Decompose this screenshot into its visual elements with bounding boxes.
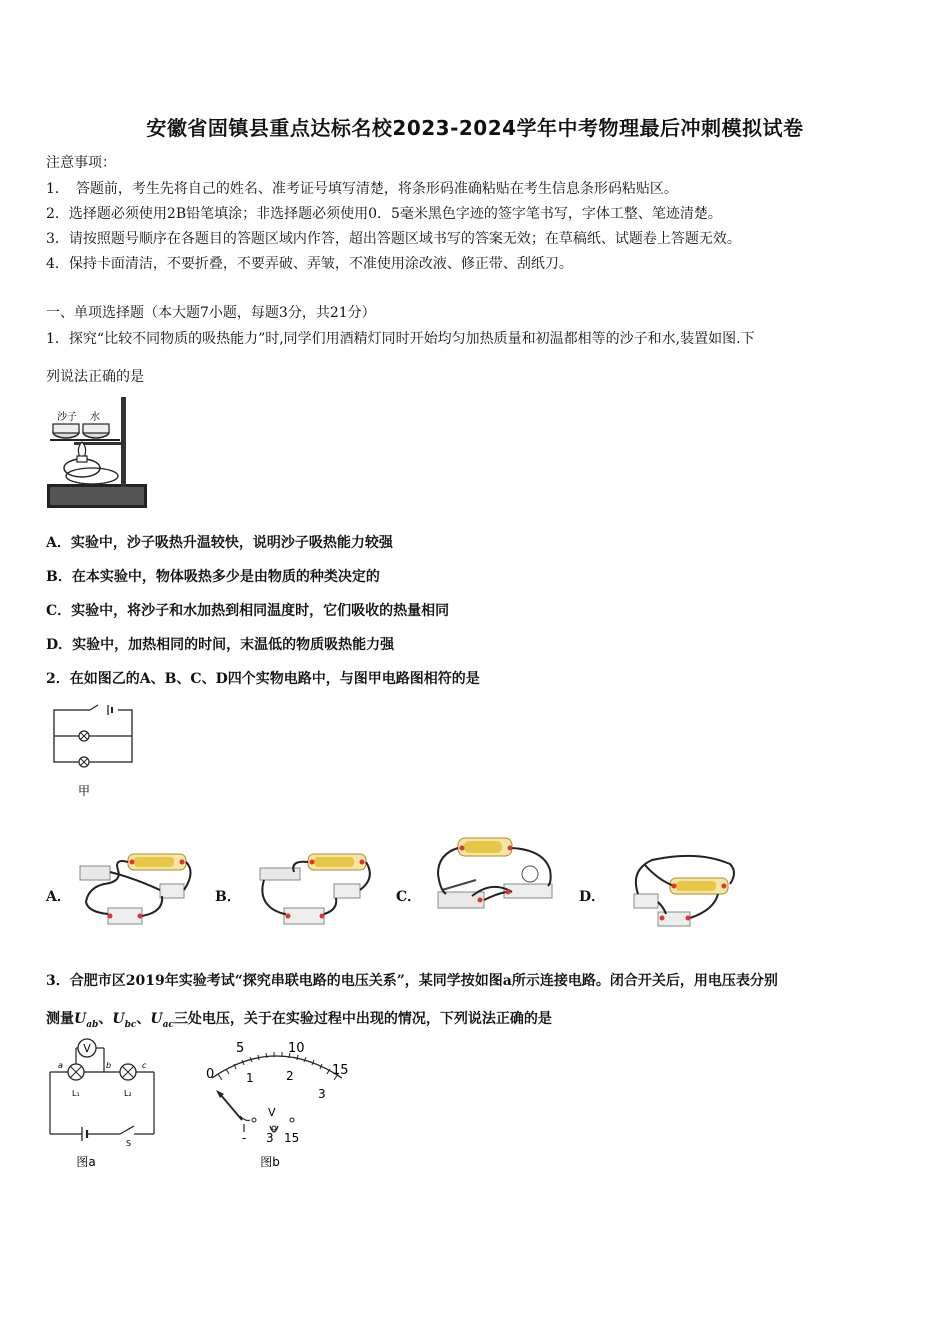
voltmeter-label: V [83,1042,91,1055]
question-2-stem: 2．在如图乙的A、B、C、D四个实物电路中，与图甲电路图相符的是 [46,671,480,687]
q1-option-a[interactable]: A．实验中，沙子吸热升温较快，说明沙子吸热能力较强 [46,535,393,551]
q1-option-b[interactable]: B．在本实验中，物体吸热多少是由物质的种类决定的 [46,569,380,585]
point-b-label: b [106,1061,112,1070]
section-heading: 一、单项选择题（本大题7小题，每题3分，共21分） [46,305,376,321]
heating-apparatus-figure [44,392,150,516]
circuit-figure-a [44,1036,184,1172]
notice-heading: 注意事项： [46,155,116,171]
point-c-label: c [142,1061,147,1070]
page-title: 安徽省固镇县重点达标名校2023-2024学年中考物理最后冲刺模拟试卷 [146,116,804,140]
scale-lower-1: 1 [246,1071,254,1085]
question-3-stem: 3．合肥市区2019年实验考试“探究串联电路的电压关系”，某同学按如图a所示连接电路。闭合开关后，用电压表分别 [46,973,778,989]
lamp-l1-label: L₁ [72,1089,80,1098]
fig-b-caption: 图b [260,1155,280,1169]
circuit-photo-d [618,850,742,930]
circuit-photo-b [254,850,378,930]
question-1-stem-cont: 列说法正确的是 [46,369,144,385]
q2-choice-b[interactable]: B． [215,889,241,905]
circuit-diagram-jia [50,702,138,802]
terminal-3: 3 [266,1131,274,1145]
scale-lower-3: 3 [318,1087,326,1101]
notice-item: 4．保持卡面清洁，不要折叠，不要弄破、弄皱，不准使用涂改液、修正带、刮纸刀。 [46,256,573,272]
notice-item: 2．选择题必须使用2B铅笔填涂；非选择题必须使用0．5毫米黑色字迹的签字笔书写，字体工整、笔迹清楚。 [46,206,722,222]
q2-choice-a[interactable]: A． [46,889,71,905]
terminal-neg: - [242,1131,247,1145]
scale-upper-15: 15 [332,1063,349,1078]
notice-item: 1． 答题前，考生先将自己的姓名、准考证号填写清楚，将条形码准确粘贴在考生信息条形码粘贴区。 [46,181,678,197]
fig-a-caption: 图a [76,1155,96,1169]
circuit-photo-c [432,834,560,918]
dial-unit-label: V [268,1106,276,1119]
q2-choice-c[interactable]: C． [396,889,422,905]
scale-upper-10: 10 [288,1041,305,1056]
sand-label: 沙子 [57,412,77,423]
q1-option-c[interactable]: C．实验中，将沙子和水加热到相同温度时，它们吸收的热量相同 [46,603,450,619]
point-a-label: a [58,1061,63,1070]
voltmeter-dial-figure [196,1036,356,1172]
notice-item: 3．请按照题号顺序在各题目的答题区域内作答，超出答题区域书写的答案无效；在草稿纸、试题卷上答题无效。 [46,231,741,247]
switch-label: S [126,1139,132,1148]
terminal-15: 15 [284,1131,300,1145]
water-label: 水 [90,412,100,423]
question-3-stem-cont: 测量$U_{ab}$、$U_{bc}$、$U_{ac}$三处电压，关于在实验过程中出现的情况，下列说法正确的是 [46,1011,552,1030]
circuit-photo-a [74,850,198,930]
scale-upper-5: 5 [236,1041,245,1056]
question-1-stem: 1．探究“比较不同物质的吸热能力”时,同学们用酒精灯同时开始均匀加热质量和初温都相等的沙子和水,装置如图.下 [46,331,755,347]
q1-option-d[interactable]: D．实验中，加热相同的时间，末温低的物质吸热能力强 [46,637,395,653]
fig-jia-caption: 甲 [77,784,91,798]
scale-lower-2: 2 [286,1069,294,1083]
lamp-l2-label: L₂ [124,1089,132,1098]
scale-upper-0: 0 [206,1067,215,1082]
q2-choice-d[interactable]: D． [579,889,606,905]
